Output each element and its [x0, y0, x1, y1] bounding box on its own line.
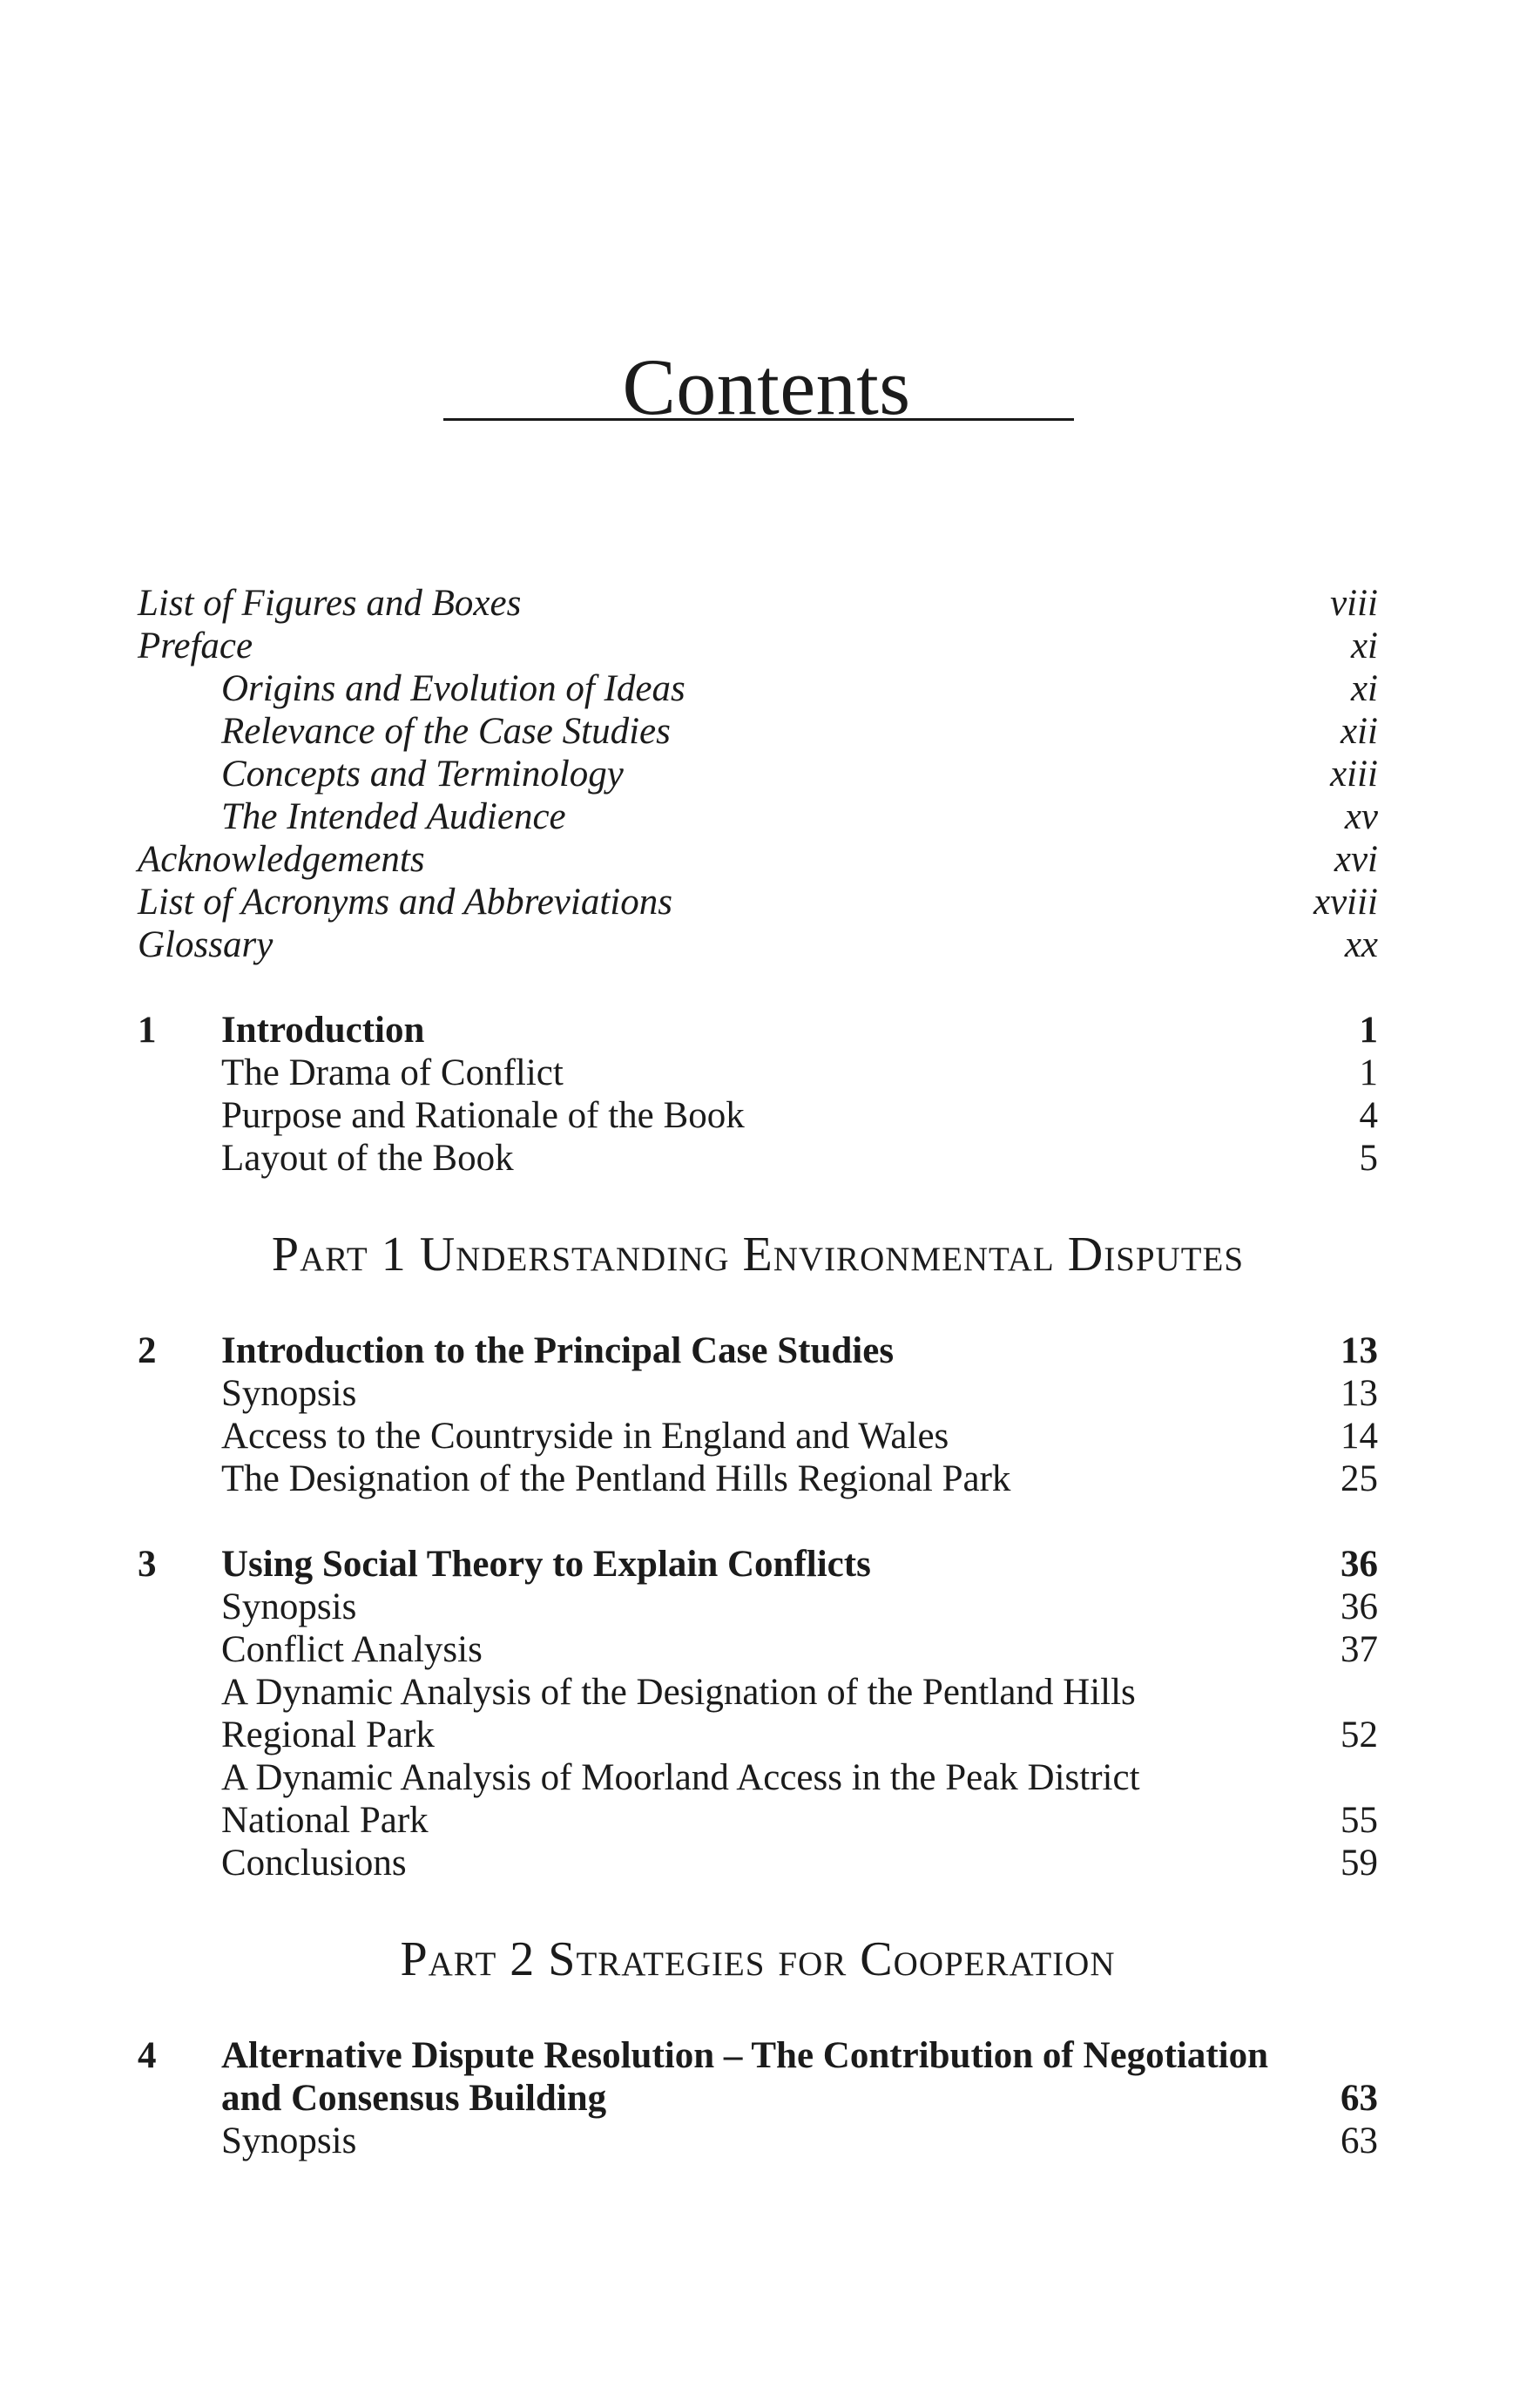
- toc-chapter-2[interactable]: [138, 1329, 1378, 1372]
- toc-entry-label: List of Figures and Boxes: [138, 583, 522, 624]
- toc-entry-page: xiii: [1330, 754, 1378, 795]
- chapter-page: 13: [1341, 1330, 1378, 1371]
- section-label: National Park: [221, 1800, 429, 1841]
- section-page: 25: [1341, 1458, 1378, 1499]
- section-page: 37: [1341, 1629, 1378, 1670]
- toc-entry-label: Glossary: [138, 924, 274, 965]
- toc-entry-page: xi: [1350, 626, 1378, 666]
- toc-entry-page: xx: [1344, 924, 1378, 965]
- section-page: 52: [1341, 1715, 1378, 1755]
- toc-section-line1[interactable]: [138, 1756, 1378, 1799]
- section-label: A Dynamic Analysis of Moorland Access in the Peak District: [221, 1757, 1140, 1798]
- section-label: Access to the Countryside in England and Wales: [221, 1416, 949, 1457]
- section-page: 4: [1359, 1095, 1378, 1136]
- section-label: Synopsis: [221, 1586, 357, 1627]
- section-page: 36: [1341, 1586, 1378, 1627]
- toc-entry-label: List of Acronyms and Abbreviations: [138, 882, 672, 923]
- toc-entry-label: Concepts and Terminology: [221, 754, 624, 795]
- toc-entry-acronyms[interactable]: [138, 881, 1378, 923]
- toc-section[interactable]: [138, 1137, 1378, 1180]
- toc-section[interactable]: [138, 1842, 1378, 1884]
- toc-entry-list-of-figures[interactable]: [138, 582, 1378, 625]
- chapter-number: 3: [138, 1544, 157, 1585]
- toc-entry-page: viii: [1330, 583, 1378, 624]
- toc-section[interactable]: [138, 1628, 1378, 1671]
- spacer: [138, 1500, 1378, 1543]
- section-label: Regional Park: [221, 1715, 435, 1755]
- chapter-number: 2: [138, 1330, 157, 1371]
- part-2-heading[interactable]: Part 2 Strategies for Cooperation: [400, 1932, 1116, 1986]
- section-label: Layout of the Book: [221, 1138, 514, 1179]
- section-page: 59: [1341, 1843, 1378, 1884]
- toc-section[interactable]: [138, 1372, 1378, 1415]
- chapter-title: Alternative Dispute Resolution – The Contribution of Negotiation: [221, 2035, 1269, 2076]
- toc-entry-label: Relevance of the Case Studies: [221, 711, 671, 752]
- toc-entry-label: Acknowledgements: [138, 839, 425, 880]
- toc-section-line2[interactable]: [138, 1714, 1378, 1756]
- toc-chapter-4-line2[interactable]: [138, 2077, 1378, 2120]
- section-page: 55: [1341, 1800, 1378, 1841]
- toc-entry-preface[interactable]: [138, 625, 1378, 667]
- toc-section[interactable]: [138, 1458, 1378, 1500]
- toc-section[interactable]: [138, 2120, 1378, 2162]
- part-1-heading[interactable]: Part 1 Understanding Environmental Disputes: [271, 1228, 1245, 1282]
- section-label: Purpose and Rationale of the Book: [221, 1095, 745, 1136]
- chapter-page: 36: [1341, 1544, 1378, 1585]
- toc-section[interactable]: [138, 1586, 1378, 1628]
- toc-chapter-3[interactable]: [138, 1543, 1378, 1586]
- chapter-title: Introduction to the Principal Case Studies: [221, 1330, 895, 1371]
- section-page: 14: [1341, 1416, 1378, 1457]
- toc-chapter-1[interactable]: [138, 1009, 1378, 1052]
- page-title: Contents: [622, 342, 911, 431]
- toc-section[interactable]: [138, 1415, 1378, 1458]
- toc-entry-concepts[interactable]: [138, 753, 1378, 795]
- toc-entry-page: xii: [1341, 711, 1378, 752]
- section-label: Conclusions: [221, 1843, 407, 1884]
- section-page: 63: [1341, 2121, 1378, 2161]
- toc-section[interactable]: [138, 1094, 1378, 1137]
- section-page: 13: [1341, 1373, 1378, 1414]
- toc-entry-page: xvi: [1334, 839, 1378, 880]
- toc-entry-page: xviii: [1313, 882, 1378, 923]
- toc-entry-page: xi: [1350, 668, 1378, 709]
- chapter-title: and Consensus Building: [221, 2078, 607, 2119]
- toc-entry-origins[interactable]: [138, 667, 1378, 710]
- spacer: [138, 966, 1378, 1009]
- section-label: The Designation of the Pentland Hills Regional Park: [221, 1458, 1011, 1499]
- section-label: Conflict Analysis: [221, 1629, 483, 1670]
- toc-entry-relevance[interactable]: [138, 710, 1378, 753]
- toc-entry-glossary[interactable]: [138, 923, 1378, 966]
- toc-section-line1[interactable]: [138, 1671, 1378, 1714]
- toc-entry-acknowledgements[interactable]: [138, 838, 1378, 881]
- toc-entry-label: Origins and Evolution of Ideas: [221, 668, 685, 709]
- title-underline: [443, 418, 1074, 421]
- section-label: A Dynamic Analysis of the Designation of the Pentland Hills: [221, 1672, 1136, 1713]
- toc-section[interactable]: [138, 1052, 1378, 1094]
- toc-chapter-4-line1[interactable]: [138, 2034, 1378, 2077]
- chapter-page: 1: [1359, 1010, 1378, 1051]
- section-label: The Drama of Conflict: [221, 1052, 564, 1093]
- chapter-page: 63: [1341, 2078, 1378, 2119]
- chapter-title: Using Social Theory to Explain Conflicts: [221, 1544, 871, 1585]
- toc-entry-label: The Intended Audience: [221, 796, 566, 837]
- section-label: Synopsis: [221, 1373, 357, 1414]
- toc-entry-label: Preface: [138, 626, 253, 666]
- chapter-title: Introduction: [221, 1010, 425, 1051]
- chapter-number: 1: [138, 1010, 157, 1051]
- section-page: 1: [1359, 1052, 1378, 1093]
- chapter-number: 4: [138, 2035, 157, 2076]
- toc-entry-page: xv: [1344, 796, 1378, 837]
- table-of-contents: [138, 582, 1378, 2162]
- toc-entry-audience[interactable]: [138, 795, 1378, 838]
- section-page: 5: [1359, 1138, 1378, 1179]
- section-label: Synopsis: [221, 2121, 357, 2161]
- toc-section-line2[interactable]: [138, 1799, 1378, 1842]
